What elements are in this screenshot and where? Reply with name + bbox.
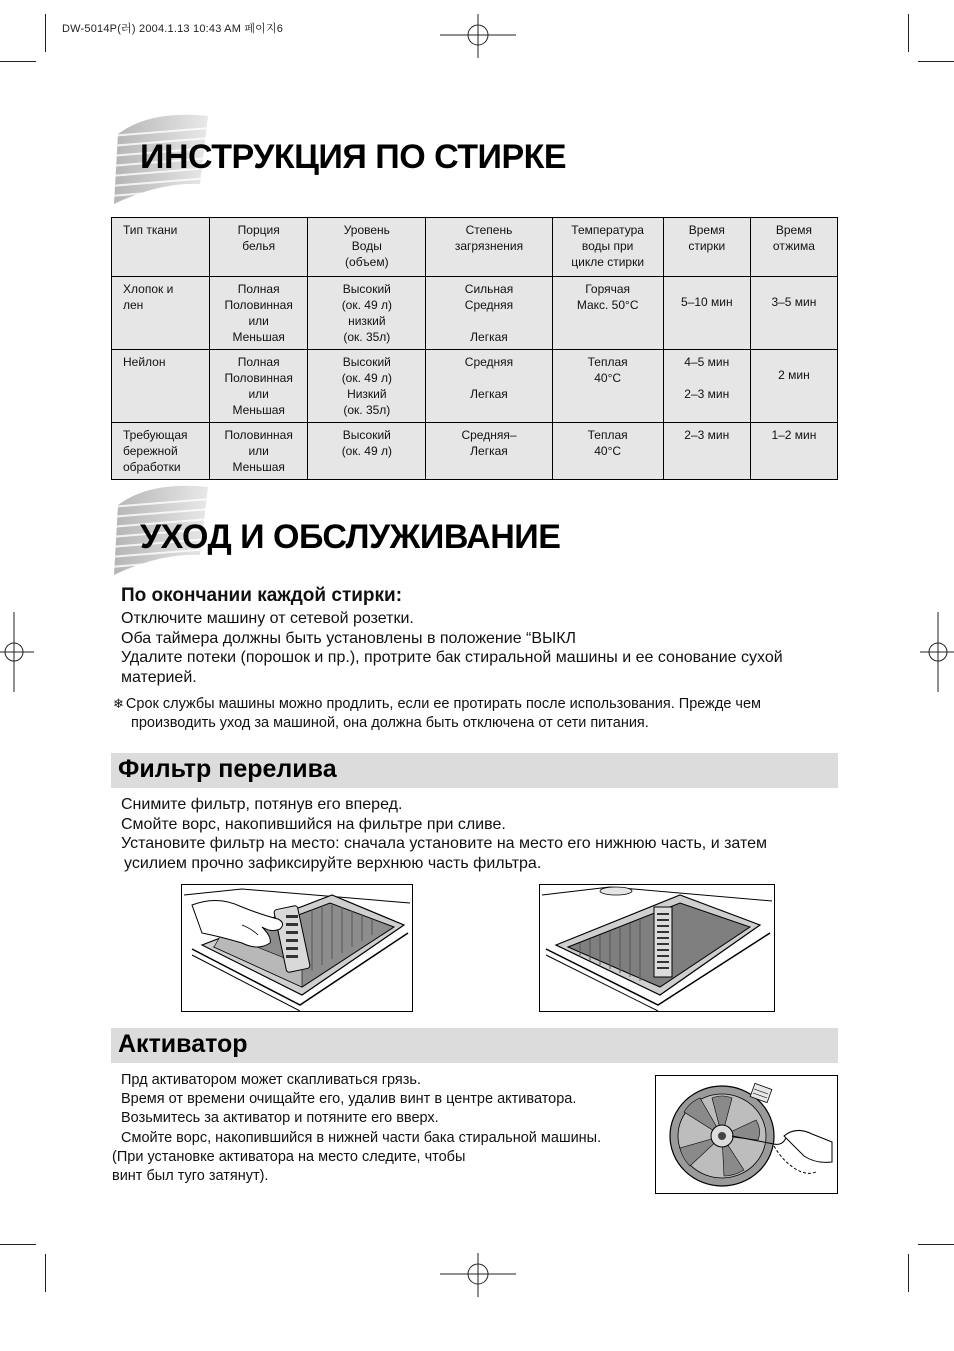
washer-tub-icon xyxy=(540,885,774,1011)
registration-mark-icon xyxy=(920,612,954,692)
filter-removal-illustration xyxy=(181,884,413,1012)
table-header-row xyxy=(112,218,838,277)
note-text: производить уход за машиной, она должна быть отключена от сети питания. xyxy=(131,715,649,731)
table-cell: Сильная Средняя Легкая xyxy=(426,277,552,350)
note-icon: ❄ xyxy=(113,696,124,711)
table-cell: Высокий (ок. 49 л) Низкий (ок. 35л) xyxy=(308,350,426,423)
crop-mark xyxy=(918,1244,954,1245)
washer-tub-icon xyxy=(182,885,412,1011)
filter-line: Установите фильтр на место: сначала установите на место его нижнюю часть, и затем xyxy=(121,835,767,852)
table-cell: Средняя– Легкая xyxy=(426,423,552,480)
crop-mark xyxy=(45,1254,46,1292)
note-text: Срок службы машины можно продлить, если ее протирать после использования. Прежде чем xyxy=(125,696,762,712)
table-cell: Полная Половинная или Меньшая xyxy=(210,277,308,350)
table-cell: Требующая бережной обработки xyxy=(112,423,210,480)
filter-line: Смойте ворс, накопившийся на фильтре при сливе. xyxy=(121,815,506,833)
table-header-cell: Уровень Воды (объем) xyxy=(308,218,426,277)
table-header-cell: Температура воды при цикле стирки xyxy=(552,218,663,277)
crop-mark xyxy=(908,1254,909,1292)
table-cell: Горячая Макс. 50°C xyxy=(552,277,663,350)
care-line: материей. xyxy=(121,668,197,686)
table-cell: Высокий (ок. 49 л) низкий (ок. 35л) xyxy=(308,277,426,350)
table-cell: 2–3 мин xyxy=(663,423,750,480)
table-cell: Полная Половинная или Меньшая xyxy=(210,350,308,423)
activator-icon xyxy=(656,1076,837,1193)
care-instructions xyxy=(121,609,841,687)
filter-section-title: Фильтр перелива xyxy=(118,755,337,783)
table-cell: Половинная или Меньшая xyxy=(210,423,308,480)
table-cell: Высокий (ок. 49 л) xyxy=(308,423,426,480)
crop-mark xyxy=(908,14,909,52)
filter-instructions xyxy=(121,795,841,873)
activator-instructions xyxy=(112,1071,652,1186)
care-note xyxy=(113,694,833,733)
table-cell: 5–10 мин xyxy=(663,277,750,350)
registration-mark-icon xyxy=(440,14,516,58)
table-cell: 3–5 мин xyxy=(750,277,837,350)
activator-section-header xyxy=(111,1028,838,1063)
crop-mark xyxy=(45,14,46,52)
crop-mark xyxy=(918,61,954,62)
table-row xyxy=(112,277,838,350)
table-header-cell: Порция белья xyxy=(210,218,308,277)
section-title: УХОД И ОБСЛУЖИВАНИЕ xyxy=(140,518,561,556)
table-cell: Теплая 40°C xyxy=(552,423,663,480)
activator-line: винт был туго затянут). xyxy=(112,1168,269,1185)
care-line: Оба таймера должны быть установлены в положение “ВЫКЛ xyxy=(121,629,577,647)
table-cell: 1–2 мин xyxy=(750,423,837,480)
page-title: ИНСТРУКЦИЯ ПО СТИРКЕ xyxy=(140,138,567,176)
care-line: Удалите потеки (порошок и пр.), протрите бак стиральной машины и ее сонование сухой xyxy=(121,649,783,666)
table-header-cell: Степень загрязнения xyxy=(426,218,552,277)
table-cell: 4–5 мин 2–3 мин xyxy=(663,350,750,423)
table-row xyxy=(112,350,838,423)
table-header-cell: Время стирки xyxy=(663,218,750,277)
table-cell: Средняя Легкая xyxy=(426,350,552,423)
activator-line: (При установке активатора на место следите, чтобы xyxy=(112,1148,466,1165)
filter-installed-illustration xyxy=(539,884,775,1012)
activator-line: Прд активатором может скапливаться грязь. xyxy=(121,1072,422,1088)
washing-instructions-table xyxy=(111,217,838,480)
registration-mark-icon xyxy=(440,1253,516,1297)
table-row xyxy=(112,423,838,480)
activator-illustration xyxy=(655,1075,838,1194)
table-cell: Теплая 40°C xyxy=(552,350,663,423)
activator-section-title: Активатор xyxy=(118,1030,248,1058)
table-cell: Нейлон xyxy=(112,350,210,423)
filter-line: усилием прочно зафиксируйте верхнюю часть фильтра. xyxy=(124,854,542,872)
table-cell: Хлопок и лен xyxy=(112,277,210,350)
activator-line: Возьмитесь за активатор и потяните его вверх. xyxy=(121,1110,439,1127)
print-header: DW-5014P(러) 2004.1.13 10:43 AM 페이지6 xyxy=(62,23,284,35)
activator-line: Время от времени очищайте его, удалив винт в центре активатора. xyxy=(121,1091,577,1108)
crop-mark xyxy=(0,61,36,62)
care-heading: По окончании каждой стирки: xyxy=(121,585,403,606)
table-header-cell: Тип ткани xyxy=(112,218,210,277)
table-cell: 2 мин xyxy=(750,350,837,423)
crop-mark xyxy=(0,1244,36,1245)
table-header-cell: Время отжима xyxy=(750,218,837,277)
filter-line: Снимите фильтр, потянув его вперед. xyxy=(121,796,403,813)
activator-line: Смойте ворс, накопившийся в нижней части бака стиральной машины. xyxy=(121,1129,602,1146)
care-line: Отключите машину от сетевой розетки. xyxy=(121,610,414,627)
filter-section-header xyxy=(111,753,838,788)
registration-mark-icon xyxy=(0,612,34,692)
